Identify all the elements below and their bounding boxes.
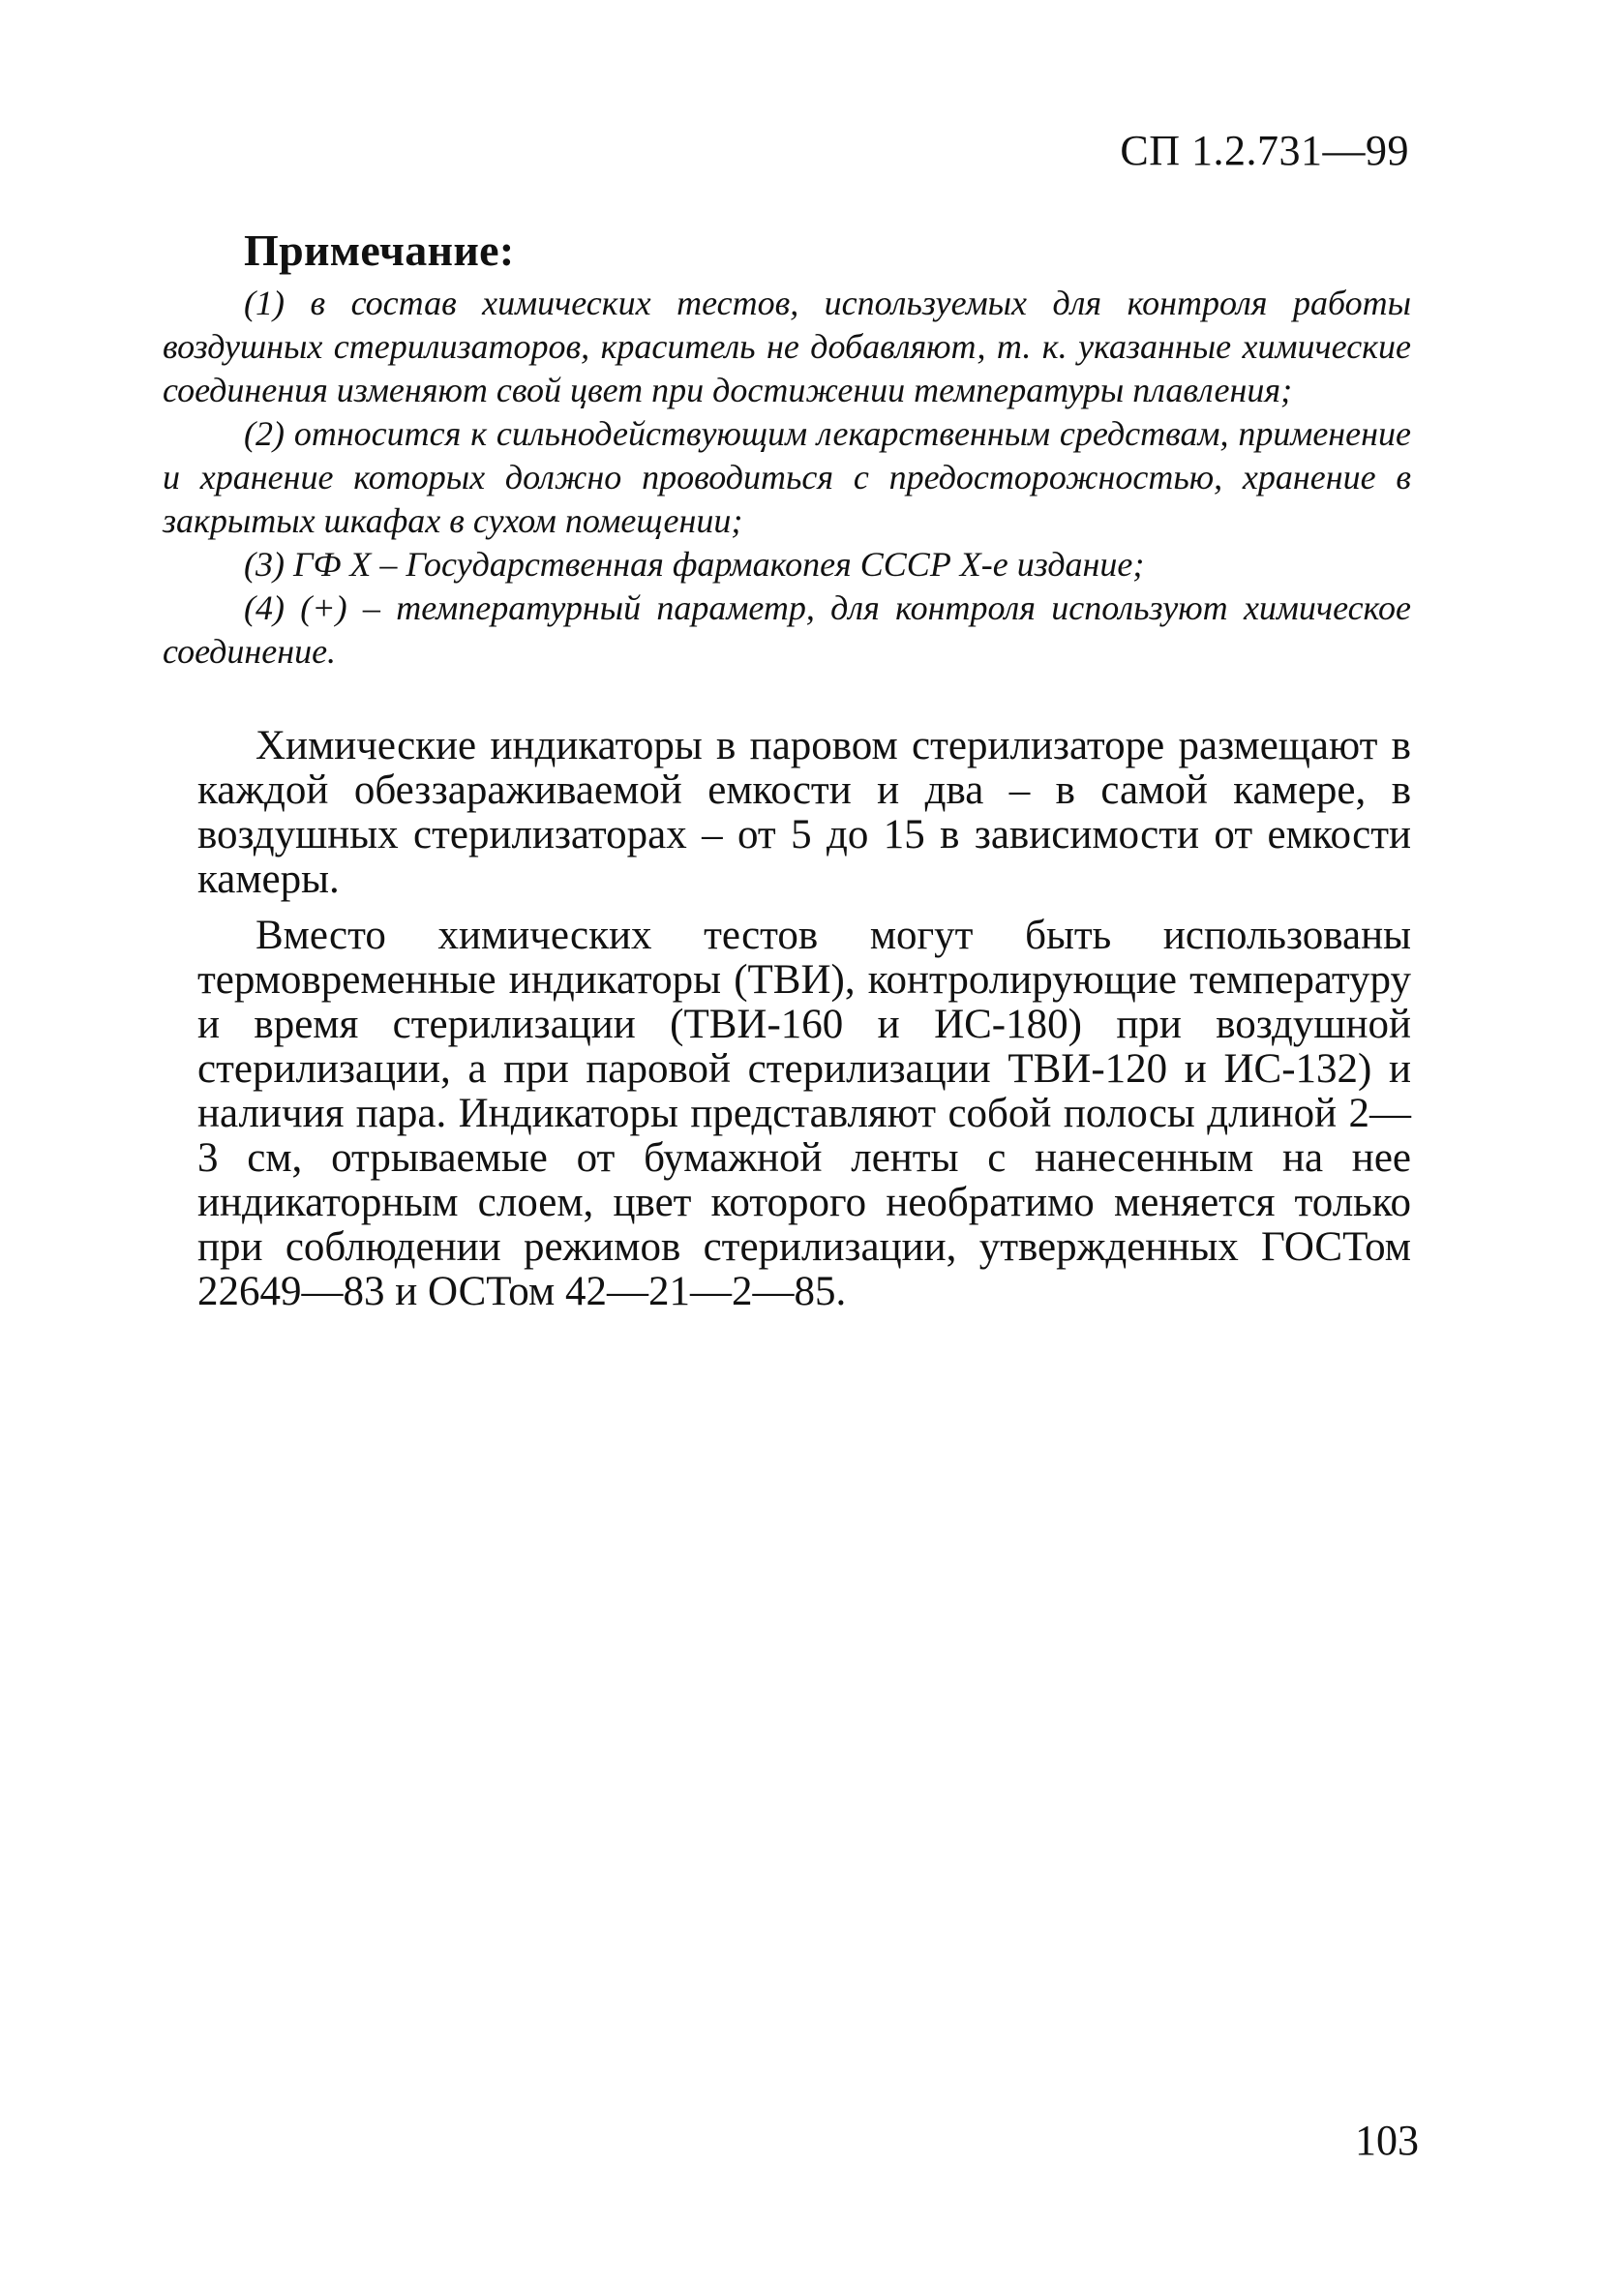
document-code: СП 1.2.731—99: [1120, 127, 1409, 174]
note-section: [163, 225, 1411, 674]
note-item-3: (3) ГФ X – Государственная фармакопея СССР X-е издание;: [244, 545, 1145, 584]
note-item-4: (4) (+) – температурный параметр, для контроля используют химическое соединение.: [163, 588, 1411, 671]
body-paragraph-1: Химические индикаторы в паровом стерилизаторе размещают в каждой обеззараживаемой емкости и два – в самой камере, в воздушных стерилизаторах – от 5 до 15 в зависимости от емкости камеры.: [197, 723, 1411, 902]
note-item-1: (1) в состав химических тестов, используемых для контроля работы воздушных стерилизаторов, краситель не добавляют, т. к. указанные химические соединения изменяют свой цвет при достижении температуры плавления;: [163, 284, 1411, 409]
main-text: [197, 724, 1411, 1314]
body-paragraph-2: Вместо химических тестов могут быть использованы термовременные индикаторы (ТВИ), контролирующие температуру и время стерилизации (ТВИ-160 и ИС-180) при воздушной стерилизации, а при паровой стерилизации ТВИ-120 и ИС-132) и наличия пара. Индикаторы представляют собой полосы длиной 2—3 см, отрываемые от бумажной ленты с нанесенным на нее индикаторным слоем, цвет которого необратимо меняется только при соблюдении режимов стерилизации, утвержденных ГОСТом 22649—83 и ОСТом 42—21—2—85.: [197, 913, 1411, 1314]
note-item-2: (2) относится к сильнодействующим лекарственным средствам, применение и хранение которых должно проводиться с предосторожностью, хранение в закрытых шкафах в сухом помещении;: [163, 414, 1411, 540]
page-number: 103: [1355, 2117, 1419, 2164]
note-heading: Примечание:: [244, 226, 515, 275]
